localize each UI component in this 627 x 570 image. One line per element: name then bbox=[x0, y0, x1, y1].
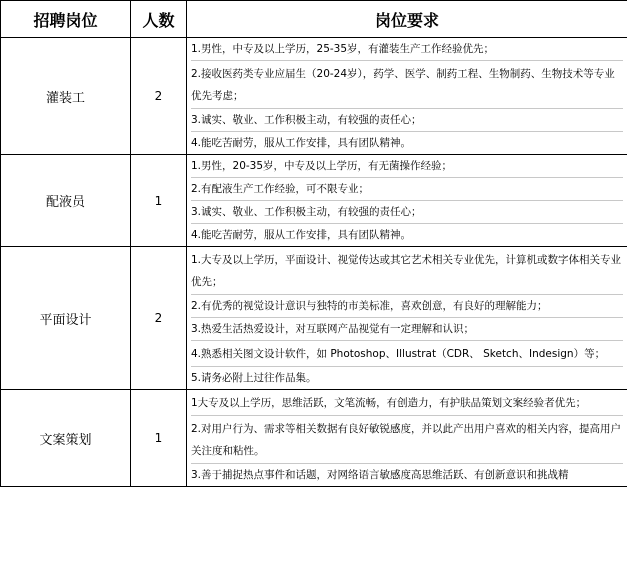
requirement-item: 4.能吃苦耐劳，服从工作安排，具有团队精神。 bbox=[191, 229, 412, 241]
requirements-cell bbox=[187, 38, 627, 155]
table-row bbox=[1, 38, 627, 155]
requirement-item: 3.诚实、敬业、工作积极主动，有较强的责任心； bbox=[191, 201, 623, 224]
table-row bbox=[1, 390, 627, 487]
requirements-cell bbox=[187, 390, 627, 487]
requirement-item: 2.有配液生产工作经验，可不限专业； bbox=[191, 178, 623, 201]
count-cell: 1 bbox=[131, 390, 187, 487]
requirement-item: 4.能吃苦耐劳，服从工作安排，具有团队精神。 bbox=[191, 137, 412, 149]
table-row bbox=[1, 155, 627, 247]
position-cell: 平面设计 bbox=[1, 247, 131, 390]
position-cell: 灌装工 bbox=[1, 38, 131, 155]
requirement-item: 2.有优秀的视觉设计意识与独特的市美标准，喜欢创意，有良好的理解能力； bbox=[191, 295, 623, 318]
requirement-item: 1大专及以上学历，思维活跃，文笔流畅，有创造力，有护肤品策划文案经验者优先； bbox=[191, 390, 623, 416]
requirement-item: 2.接收医药类专业应届生（20-24岁），药学、医学、制药工程、生物制药、生物技术等专业优先考虑； bbox=[191, 61, 623, 109]
table-row bbox=[1, 247, 627, 390]
position-cell: 配液员 bbox=[1, 155, 131, 247]
header-position: 招聘岗位 bbox=[1, 1, 131, 38]
count-cell: 2 bbox=[131, 38, 187, 155]
requirement-item: 1.男性，中专及以上学历，25-35岁，有灌装生产工作经验优先； bbox=[191, 38, 623, 61]
position-cell: 文案策划 bbox=[1, 390, 131, 487]
requirement-item: 4.熟悉相关图文设计软件，如 Photoshop、Illustrat（CDR、 Sketch、Indesign）等； bbox=[191, 341, 623, 367]
requirement-item: 3.诚实、敬业、工作积极主动，有较强的责任心； bbox=[191, 109, 623, 132]
requirement-item: 3.热爱生活热爱设计，对互联网产品视觉有一定理解和认识； bbox=[191, 318, 623, 341]
requirement-item: 3.善于捕捉热点事件和话题，对网络语言敏感度高思维活跃、有创新意识和挑战精 bbox=[191, 469, 569, 481]
count-cell: 1 bbox=[131, 155, 187, 247]
header-row bbox=[1, 1, 627, 38]
requirements-cell bbox=[187, 247, 627, 390]
requirement-item: 1.男性，20-35岁，中专及以上学历，有无菌操作经验； bbox=[191, 155, 623, 178]
requirement-item: 1.大专及以上学历，平面设计、视觉传达或其它艺术相关专业优先，计算机或数字体相关专业优先； bbox=[191, 247, 623, 295]
count-cell: 2 bbox=[131, 247, 187, 390]
requirements-cell bbox=[187, 155, 627, 247]
requirement-item: 5.请务必附上过往作品集。 bbox=[191, 372, 317, 384]
requirement-item: 2.对用户行为、需求等相关数据有良好敏锐感度，并以此产出用户喜欢的相关内容，提高用户关注度和粘性。 bbox=[191, 416, 623, 464]
header-requirements: 岗位要求 bbox=[187, 1, 627, 38]
header-count: 人数 bbox=[131, 1, 187, 38]
